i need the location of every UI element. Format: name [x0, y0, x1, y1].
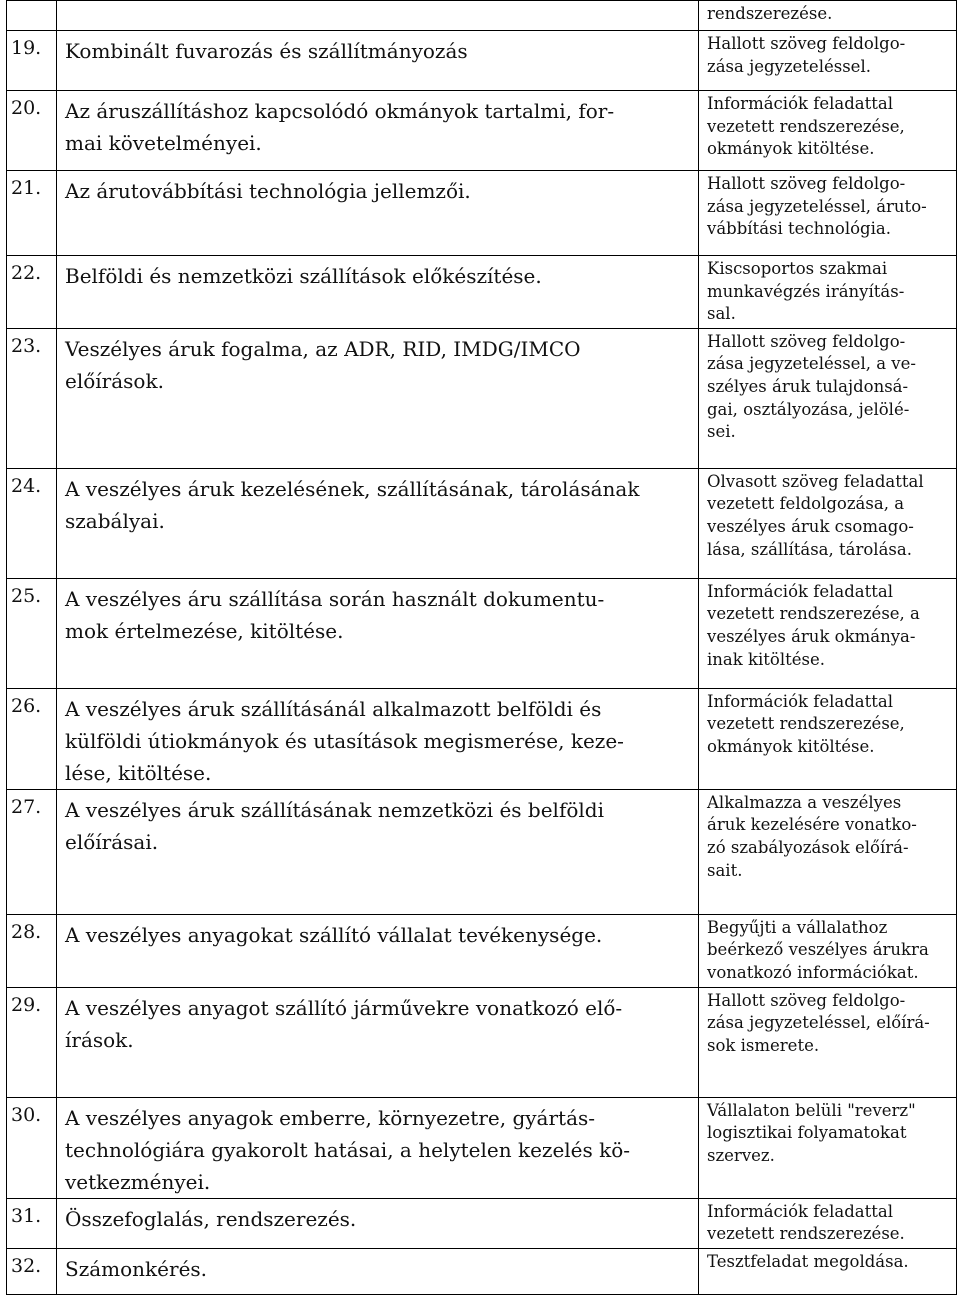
method-cell	[699, 789, 957, 914]
method-line: vábbítási technológia.	[707, 219, 891, 239]
topic-cell	[57, 171, 699, 256]
row-number: 21.	[7, 171, 57, 256]
topic-cell	[57, 1198, 699, 1248]
topic-line: mai követelményei.	[65, 131, 262, 155]
method-line: Begyűjti a vállalathoz	[707, 917, 888, 937]
topic-line: A veszélyes anyagok emberre, környezetre, gyártás-	[65, 1105, 596, 1130]
method-cell	[699, 171, 957, 256]
topic-line: A veszélyes áruk szállításánál alkalmazott belföldi és	[65, 696, 602, 721]
method-line: vezetett rendszerezése, a	[707, 604, 920, 624]
table-row	[7, 1, 957, 31]
topic-line: Számonkérés.	[65, 1256, 208, 1281]
topic-cell	[57, 31, 699, 91]
topic-line: vetkezményei.	[65, 1169, 211, 1194]
method-line: Hallott szöveg feldolgo-	[707, 331, 906, 351]
method-line: vezetett feldolgozása, a	[707, 494, 905, 514]
topic-cell	[57, 578, 699, 688]
method-line: lása, szállítása, tárolása.	[707, 539, 912, 559]
topic-line: mok értelmezése, kitöltése.	[65, 618, 344, 643]
method-line: sal.	[707, 304, 736, 324]
topic-cell	[57, 468, 699, 578]
topic-line: A veszélyes áruk szállításának nemzetközi és belföldi	[65, 797, 604, 822]
method-cell	[699, 987, 957, 1097]
topic-line: A veszélyes áru szállítása során használt dokumentu-	[65, 586, 605, 611]
topic-line: Az árutovábbítási technológia jellemzői.	[65, 179, 471, 203]
table-row	[7, 789, 957, 914]
method-cell	[699, 256, 957, 329]
method-line: Olvasott szöveg feladattal	[707, 471, 924, 491]
method-cell	[699, 578, 957, 688]
topic-cell	[57, 1, 699, 31]
row-number: 20.	[7, 91, 57, 171]
table-row	[7, 1097, 957, 1198]
topic-cell	[57, 256, 699, 329]
method-line: veszélyes áruk okmánya-	[707, 626, 916, 646]
table-row	[7, 256, 957, 329]
topic-line: Kombinált fuvarozás és szállítmányozás	[65, 39, 468, 63]
topic-line: Belföldi és nemzetközi szállítások előkészítése.	[65, 264, 542, 288]
method-line: zása jegyzeteléssel, a ve-	[707, 354, 916, 374]
topic-cell	[57, 1097, 699, 1198]
topic-line: A veszélyes áruk kezelésének, szállításának, tárolásának	[65, 476, 640, 501]
method-line: Hallott szöveg feldolgo-	[707, 990, 906, 1010]
method-line: Vállalaton belüli "reverz"	[707, 1100, 916, 1120]
method-line: beérkező veszélyes árukra	[707, 940, 929, 960]
table-row	[7, 688, 957, 789]
method-cell	[699, 1248, 957, 1294]
row-number: 28.	[7, 914, 57, 987]
method-line: zása jegyzeteléssel, előírá-	[707, 1013, 930, 1033]
method-line: vezetett rendszerezése,	[707, 714, 905, 734]
table-row	[7, 468, 957, 578]
document-page	[6, 0, 956, 1284]
row-number: 32.	[7, 1248, 57, 1294]
method-line: vonatkozó információkat.	[707, 962, 919, 982]
topic-cell	[57, 789, 699, 914]
method-line: Információk feladattal	[707, 1201, 894, 1221]
method-line: sok ismerete.	[707, 1035, 820, 1055]
row-number: 19.	[7, 31, 57, 91]
topic-cell	[57, 91, 699, 171]
table-row	[7, 1198, 957, 1248]
method-line: Kiscsoportos szakmai	[707, 259, 888, 278]
method-line: okmányok kitöltése.	[707, 736, 875, 756]
table-row	[7, 578, 957, 688]
curriculum-table	[6, 0, 957, 1295]
topic-line: írások.	[65, 1027, 134, 1052]
method-line: Hallott szöveg feldolgo-	[707, 174, 906, 193]
topic-cell	[57, 688, 699, 789]
method-line: munkavégzés irányítás-	[707, 281, 905, 301]
method-line: áruk kezelésére vonatko-	[707, 815, 917, 835]
method-cell	[699, 914, 957, 987]
row-number	[7, 1, 57, 31]
table-row	[7, 987, 957, 1097]
table-row	[7, 91, 957, 171]
method-cell	[699, 1, 957, 31]
table-row	[7, 328, 957, 468]
method-line: szervez.	[707, 1145, 775, 1165]
row-number: 31.	[7, 1198, 57, 1248]
row-number: 26.	[7, 688, 57, 789]
method-cell	[699, 91, 957, 171]
method-line: Információk feladattal	[707, 94, 894, 113]
topic-line: Az áruszállításhoz kapcsolódó okmányok tartalmi, for-	[65, 99, 615, 123]
topic-cell	[57, 987, 699, 1097]
method-line: sei.	[707, 422, 736, 442]
topic-cell	[57, 328, 699, 468]
topic-line: előírások.	[65, 368, 164, 393]
method-line: vezetett rendszerezése.	[707, 1224, 905, 1244]
method-cell	[699, 1198, 957, 1248]
method-line: vezetett rendszerezése,	[707, 116, 905, 136]
topic-line: előírásai.	[65, 829, 159, 854]
topic-line: Veszélyes áruk fogalma, az ADR, RID, IMDG/IMCO	[65, 336, 581, 361]
method-line: sait.	[707, 860, 743, 880]
method-line: zása jegyzeteléssel, áruto-	[707, 196, 927, 216]
method-line: inak kitöltése.	[707, 649, 825, 669]
method-cell	[699, 688, 957, 789]
method-line: logisztikai folyamatokat	[707, 1123, 907, 1143]
method-line: gai, osztályozása, jelölé-	[707, 399, 910, 419]
table-row	[7, 914, 957, 987]
method-line: rendszerezése.	[707, 4, 833, 23]
table-row	[7, 31, 957, 91]
method-line: szélyes áruk tulajdonsá-	[707, 376, 909, 396]
method-line: Információk feladattal	[707, 581, 894, 601]
topic-line: lése, kitöltése.	[65, 760, 212, 785]
method-cell	[699, 328, 957, 468]
method-cell	[699, 1097, 957, 1198]
method-line: Információk feladattal	[707, 691, 894, 711]
table-row	[7, 171, 957, 256]
topic-line: Összefoglalás, rendszerezés.	[65, 1206, 357, 1231]
topic-cell	[57, 1248, 699, 1294]
method-cell	[699, 31, 957, 91]
table-row	[7, 1248, 957, 1294]
row-number: 29.	[7, 987, 57, 1097]
topic-line: A veszélyes anyagot szállító járművekre vonatkozó elő-	[65, 995, 623, 1020]
method-line: Alkalmazza a veszélyes	[707, 792, 902, 812]
method-cell	[699, 468, 957, 578]
method-line: zása jegyzeteléssel.	[707, 56, 871, 76]
row-number: 30.	[7, 1097, 57, 1198]
row-number: 22.	[7, 256, 57, 329]
topic-line: szabályai.	[65, 508, 165, 533]
topic-line: A veszélyes anyagokat szállító vállalat tevékenysége.	[65, 922, 603, 947]
method-line: okmányok kitöltése.	[707, 139, 875, 159]
row-number: 24.	[7, 468, 57, 578]
row-number: 23.	[7, 328, 57, 468]
row-number: 27.	[7, 789, 57, 914]
method-line: zó szabályozások előírá-	[707, 837, 909, 857]
topic-cell	[57, 914, 699, 987]
method-line: Hallott szöveg feldolgo-	[707, 34, 906, 53]
topic-line: technológiára gyakorolt hatásai, a helytelen kezelés kö-	[65, 1137, 631, 1162]
method-line: Tesztfeladat megoldása.	[707, 1251, 909, 1271]
row-number: 25.	[7, 578, 57, 688]
topic-line: külföldi útiokmányok és utasítások megismerése, keze-	[65, 728, 624, 753]
curriculum-table-body	[7, 1, 957, 1295]
method-line: veszélyes áruk csomago-	[707, 516, 914, 536]
